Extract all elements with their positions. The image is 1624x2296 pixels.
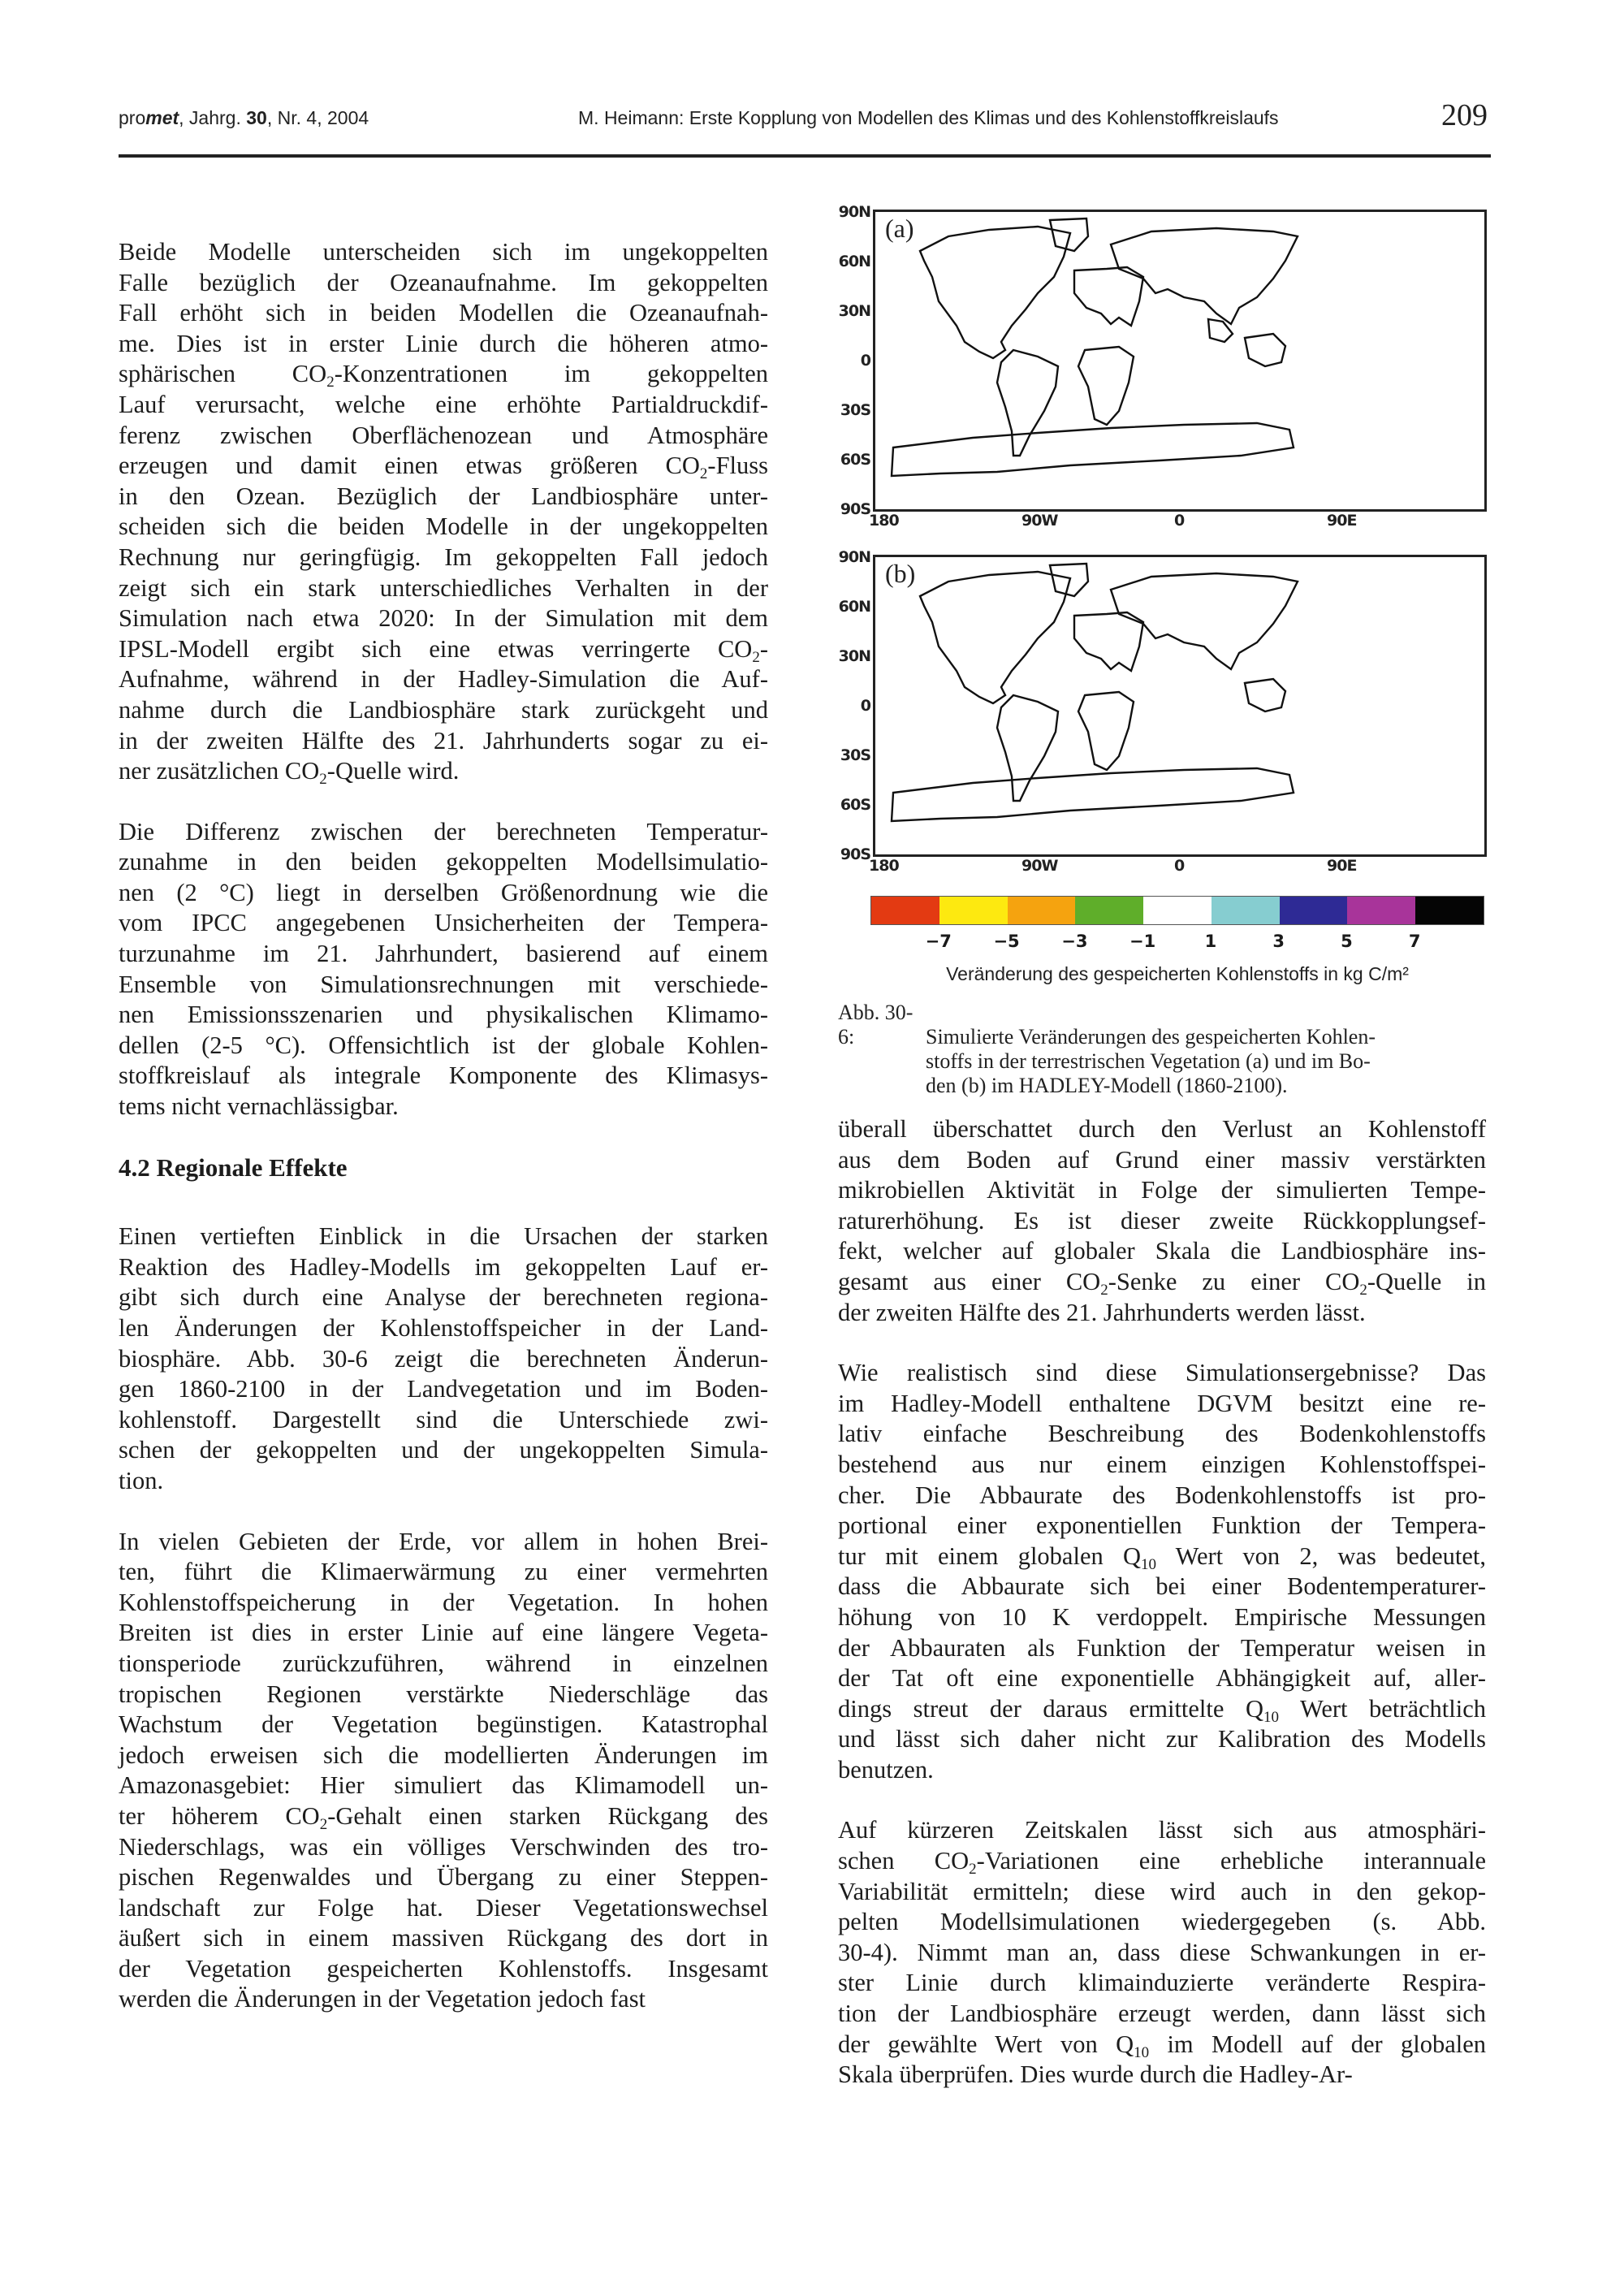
caption-line: stoffs in der terrestrischen Vegetation (a) und im Bo- [926, 1049, 1371, 1073]
right-column [838, 1114, 1486, 2121]
text-line: Einen vertieften Einblick in die Ursachen der starken [119, 1222, 768, 1251]
text-line: Variabilität ermitteln; diese wird auch in den gekop- [838, 1877, 1486, 1905]
text-line: tur mit einem globalen $Q_{10}$ Wert von 2, was bedeutet, [838, 1541, 1486, 1573]
text-line: Ensemble von Simulationsrechnungen mit verschiede- [119, 970, 768, 998]
latitude-tick: 60N [838, 598, 870, 616]
text-line: zunahme in den beiden gekoppelten Modellsimulatio- [119, 848, 768, 876]
journal-volume: 30 [246, 107, 267, 128]
colorbar-tick: −3 [1061, 932, 1088, 951]
text-line: Auf kürzeren Zeitskalen lässt sich aus atmosphäri- [838, 1816, 1486, 1844]
colorbar-swatch [871, 897, 939, 924]
text-line: biosphäre. Abb. 30-6 zeigt die berechneten Änderun- [119, 1344, 768, 1373]
caption-text: Simulierte Veränderungen des gespeicherten Kohlen- [926, 1025, 1376, 1049]
latitude-tick: 90S [840, 845, 870, 863]
paragraph [838, 1815, 1486, 2090]
colorbar-swatch [1143, 897, 1212, 924]
text-line: der zweiten Hälfte des 21. Jahrhunderts werden lässt. [838, 1298, 1366, 1326]
paragraph [119, 1527, 768, 2016]
text-line: ferenz zwischen Oberflächenozean und Atmosphäre [119, 421, 768, 449]
journal-citation [119, 107, 369, 129]
paragraph [119, 817, 768, 1122]
text-line: landschaft zur Folge hat. Dieser Vegetationswechsel [119, 1893, 768, 1922]
caption-line: den (b) im HADLEY-Modell (1860-2100). [926, 1074, 1288, 1097]
caption-line [838, 1001, 1488, 1049]
text-line: benutzen. [838, 1755, 934, 1784]
text-line: 30-4). Nimmt man an, dass diese Schwankungen in er- [838, 1938, 1486, 1966]
figure-caption [838, 1001, 1488, 1098]
text-line: tion der Landbiosphäre erzeugt werden, dann lässt sich [838, 2000, 1486, 2028]
colorbar-swatch [1347, 897, 1415, 924]
text-line: In vielen Gebieten der Erde, vor allem in hohen Brei- [119, 1527, 768, 1555]
paragraph [119, 1222, 768, 1496]
text-line: ten, führt die Klimaerwärmung zu einer vermehrten [119, 1558, 768, 1586]
text-line: len Änderungen der Kohlenstoffspeicher in der Land- [119, 1314, 768, 1342]
colorbar [870, 896, 1484, 925]
text-line: ter höherem $CO_2$-Gehalt einen starken Rückgang des [119, 1801, 769, 1833]
latitude-tick: 90N [838, 548, 870, 566]
colorbar-tick: −5 [993, 932, 1020, 951]
longitude-tick: 90W [1021, 857, 1058, 875]
text-line: nen Emissionsszenarien und physikalischen Klimamo- [119, 1001, 768, 1029]
page-number: 209 [1441, 98, 1488, 132]
latitude-tick: 60N [838, 253, 870, 270]
text-line: me. Dies ist in erster Linie durch die höheren atmo- [119, 329, 768, 357]
text-line: bestehend aus nur einem einzigen Kohlenstoffspei- [838, 1450, 1486, 1478]
text-line: Amazonasgebiet: Hier simuliert das Klimamodell un- [119, 1771, 768, 1800]
colorbar-tick: 1 [1204, 932, 1217, 951]
text-line: überall überschattet durch den Verlust an Kohlenstoff [838, 1115, 1486, 1143]
text-line: der gewählte Wert von $Q_{10}$ im Modell auf der globalen [838, 2030, 1486, 2061]
text-line: Simulation nach etwa 2020: In der Simulation mit dem [119, 604, 768, 633]
text-line: in den Ozean. Bezüglich der Landbiosphäre unter- [119, 482, 768, 510]
latitude-tick: 60S [840, 451, 870, 469]
text-line: pischen Regenwaldes und Übergang zu einer Steppen- [119, 1863, 768, 1892]
latitude-tick: 0 [860, 352, 870, 370]
latitude-tick: 30S [840, 746, 870, 764]
text-line: äußert sich in einem massiven Rückgang des dort in [119, 1924, 768, 1952]
journal-name-prefix: pro [119, 107, 146, 128]
longitude-tick: 90W [1021, 512, 1058, 530]
colorbar-tick: −7 [925, 932, 952, 951]
colorbar-tick: 7 [1408, 932, 1421, 951]
text-line: der Vegetation gespeicherten Kohlenstoffs. Insgesamt [119, 1954, 768, 1983]
text-line: schen $CO_2$-Variationen eine erhebliche interannuale [838, 1847, 1486, 1879]
text-line: lativ einfache Beschreibung des Bodenkohlenstoffs [838, 1420, 1486, 1448]
map-panel-b [873, 555, 1487, 857]
panel-label-b: (b) [885, 559, 916, 588]
colorbar-swatch [1280, 897, 1348, 924]
text-line: portional einer exponentiellen Funktion der Tempera- [838, 1511, 1486, 1540]
journal-name-emphasis: met [145, 107, 179, 128]
text-line: IPSL-Modell ergibt sich eine etwas verringerte $CO_2-$ [119, 634, 768, 666]
text-line: cher. Die Abbaurate des Bodenkohlenstoffs ist pro- [838, 1481, 1486, 1509]
latitude-tick: 30N [838, 647, 870, 665]
colorbar-swatch [1415, 897, 1484, 924]
colorbar-ticks [870, 932, 1483, 956]
text-line: tionsperiode zurückzuführen, während in einzelnen [119, 1649, 768, 1677]
text-line: gibt sich durch eine Analyse der berechneten regiona- [119, 1283, 768, 1312]
text-line: tems nicht vernachlässigbar. [119, 1092, 399, 1121]
text-line: der Tat oft eine exponentielle Abhängigkeit auf, aller- [838, 1664, 1486, 1693]
text-line: Aufnahme, während in der Hadley-Simulation die Auf- [119, 665, 768, 694]
latitude-tick: 90S [840, 500, 870, 518]
text-line: Rechnung nur geringfügig. Im gekoppelten Fall jedoch [119, 543, 768, 571]
text-line: tropischen Regionen verstärkte Niederschläge das [119, 1680, 768, 1708]
section-heading: 4.2 Regionale Effekte [119, 1152, 348, 1182]
text-line: in der zweiten Hälfte des 21. Jahrhunderts sogar zu ei- [119, 726, 768, 755]
text-line: zeigt sich ein stark unterschiedliches Verhalten in der [119, 573, 768, 602]
running-title: M. Heimann: Erste Kopplung von Modellen des Klimas und des Kohlenstoffkreislaufs [578, 107, 1279, 128]
colorbar-swatch [1008, 897, 1076, 924]
text-line: aus dem Boden auf Grund einer massiv verstärkten [838, 1145, 1486, 1174]
paragraph [838, 1114, 1486, 1328]
latitude-tick: 60S [840, 796, 870, 814]
latitude-tick: 30S [840, 401, 870, 419]
paragraph [119, 237, 768, 787]
text-line: Skala überprüfen. Dies wurde durch die Hadley-Ar- [838, 2060, 1353, 2089]
text-line: nen (2 °C) liegt in derselben Größenordnung wie die [119, 878, 768, 906]
latitude-tick: 0 [860, 697, 870, 715]
text-line: nahme durch die Landbiosphäre stark zurückgeht und [119, 695, 768, 724]
panel-label-a: (a) [885, 214, 914, 243]
text-line: turzunahme im 21. Jahrhundert, basierend auf einem [119, 940, 768, 968]
colorbar-swatch [1212, 897, 1280, 924]
latitude-tick: 30N [838, 302, 870, 320]
text-line: Wachstum der Vegetation begünstigen. Katastrophal [119, 1710, 768, 1739]
journal-year-label: , Jahrg. [179, 107, 247, 128]
text-line: ster Linie durch klimainduzierte veränderte Respira- [838, 1969, 1486, 1997]
text-line: stoffkreislauf als integrale Komponente des Klimasys- [119, 1062, 768, 1090]
text-line: ner zusätzlichen $CO_2$-Quelle wird. [119, 757, 460, 789]
text-line: dellen (2-5 °C). Offensichtlich ist der globale Kohlen- [119, 1031, 768, 1059]
text-line: kohlenstoff. Dargestellt sind die Unterschiede zwi- [119, 1405, 768, 1433]
longitude-tick: 180 [869, 512, 899, 530]
text-line: und lässt sich daher nicht zur Kalibration des Modells [838, 1725, 1486, 1753]
longitude-tick: 180 [869, 857, 899, 875]
text-line: Lauf verursacht, welche eine erhöhte Partialdruckdif- [119, 390, 768, 418]
world-map-a [875, 212, 1484, 509]
text-line: fekt, welcher auf globaler Skala die Landbiosphäre ins- [838, 1237, 1486, 1265]
latitude-tick: 90N [838, 203, 870, 221]
world-map-b [875, 557, 1484, 854]
journal-issue: , Nr. 4, 2004 [266, 107, 369, 128]
text-line: Beide Modelle unterscheiden sich im ungekoppelten [119, 238, 768, 266]
text-line: Niederschlags, was ein völliges Verschwinden des tro- [119, 1832, 768, 1861]
map-panel-a [873, 210, 1487, 512]
text-line: Falle bezüglich der Ozeanaufnahme. Im gekoppelten [119, 268, 768, 296]
text-line: mikrobiellen Aktivität in Folge der simulierten Tempe- [838, 1176, 1486, 1204]
text-line: höhung von 10 K verdoppelt. Empirische Messungen [838, 1602, 1486, 1631]
text-line: Wie realistisch sind diese Simulationsergebnisse? Das [838, 1359, 1486, 1387]
text-line: erzeugen und damit einen etwas größeren $CO_2$-Fluss [119, 452, 768, 483]
colorbar-tick: −1 [1129, 932, 1156, 951]
text-line: jedoch erweisen sich die modellierten Änderungen im [119, 1740, 768, 1769]
text-line: dass die Abbaurate sich bei einer Bodentemperaturer- [838, 1572, 1486, 1601]
text-line: gesamt aus einer $CO_2$-Senke zu einer $CO_2$-Quelle in [838, 1267, 1487, 1299]
longitude-tick: 90E [1327, 512, 1357, 530]
text-line: Fall erhöht sich in beiden Modellen die Ozeanaufnah- [119, 299, 768, 327]
colorbar-tick: 3 [1272, 932, 1285, 951]
text-line: werden die Änderungen in der Vegetation jedoch fast [119, 1985, 646, 2013]
text-line: raturerhöhung. Es ist dieser zweite Rückkopplungsef- [838, 1206, 1486, 1234]
colorbar-swatch [1075, 897, 1143, 924]
text-line: der Abbauraten als Funktion der Temperatur weisen in [838, 1633, 1486, 1662]
text-line: dings streut der daraus ermittelte $Q_{10}$ Wert beträchtlich [838, 1694, 1486, 1726]
text-line: sphärischen $CO_2$-Konzentrationen im gekoppelten [119, 360, 769, 391]
text-line: Kohlenstoffspeicherung in der Vegetation. In hohen [119, 1588, 768, 1616]
caption-label: Abb. 30-6: [838, 1001, 914, 1049]
colorbar-swatch [939, 897, 1008, 924]
longitude-tick: 0 [1174, 512, 1185, 530]
paragraph [838, 1358, 1486, 1785]
text-line: Breiten ist dies in erster Linie auf eine längere Vegeta- [119, 1619, 768, 1647]
colorbar-label: Veränderung des gespeicherten Kohlenstoffs in kg C/m² [946, 963, 1409, 984]
text-line: tion. [119, 1466, 164, 1494]
left-column [119, 237, 768, 2045]
text-line: Reaktion des Hadley-Modells im gekoppelten Lauf er- [119, 1252, 768, 1281]
text-line: gen 1860-2100 in der Landvegetation und im Boden- [119, 1375, 768, 1403]
text-line: Die Differenz zwischen der berechneten Temperatur- [119, 817, 768, 845]
text-line: scheiden sich die beiden Modelle in der ungekoppelten [119, 512, 768, 541]
header-rule [119, 154, 1491, 158]
colorbar-tick: 5 [1341, 932, 1353, 951]
text-line: im Hadley-Modell enthaltene DGVM besitzt eine re- [838, 1389, 1486, 1417]
longitude-tick: 90E [1327, 857, 1357, 875]
text-line: schen der gekoppelten und der ungekoppelten Simula- [119, 1436, 768, 1464]
text-line: vom IPCC angegebenen Unsicherheiten der Tempera- [119, 909, 768, 937]
longitude-tick: 0 [1174, 857, 1185, 875]
text-line: pelten Modellsimulationen wiedergegeben (s. Abb. [838, 1908, 1486, 1936]
